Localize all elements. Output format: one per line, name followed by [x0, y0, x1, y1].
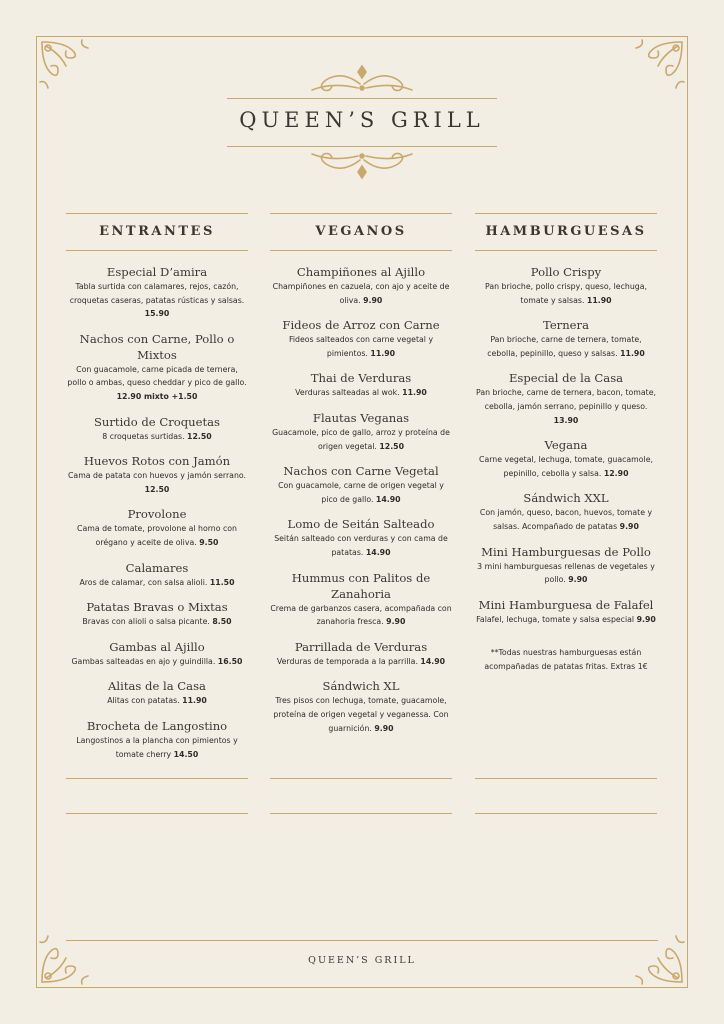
menu-item-desc-text: Verduras salteadas al wok. — [295, 388, 400, 398]
menu-item-desc-text: Cama de tomate, provolone al horno con orégano y aceite de oliva. — [77, 524, 237, 547]
menu-item-description — [475, 613, 657, 627]
menu-item-description — [475, 280, 657, 307]
corner-ornament-top-left — [36, 36, 100, 100]
menu-item-name: Parrillada de Verduras — [294, 639, 428, 654]
menu-item-price: 8.50 — [212, 617, 232, 627]
menu-item-name: Calamares — [125, 560, 189, 575]
menu-item-description — [66, 363, 248, 404]
menu-item-price: 9.90 — [568, 575, 588, 585]
menu-item — [66, 599, 248, 629]
menu-item-price: 9.50 — [199, 537, 219, 547]
menu-item-name: Mini Hamburguesas de Pollo — [481, 544, 651, 559]
menu-item-name: Hummus con Palitos de Zanahoria — [291, 570, 431, 601]
menu-item-name: Nachos con Carne Vegetal — [283, 464, 439, 479]
menu-item-name: Sándwich XXL — [523, 491, 609, 506]
menu-item — [475, 317, 657, 360]
menu-item-name: Especial D’amira — [106, 265, 208, 279]
menu-item-description — [475, 506, 657, 533]
menu-item-price: 13.90 — [553, 415, 579, 425]
menu-item-name: Especial de la Casa — [508, 371, 624, 386]
menu-item-name: Provolone — [127, 507, 187, 522]
menu-item-name: Thai de Verduras — [310, 371, 412, 386]
footer-rule — [66, 940, 658, 941]
column-title: HAMBURGUESAS — [485, 224, 647, 239]
menu-item-description — [66, 576, 248, 590]
menu-item-description — [475, 333, 657, 360]
menu-item-description — [270, 479, 452, 506]
restaurant-title: QUEEN’S GRILL — [239, 108, 485, 132]
menu-item-price: 9.90 — [636, 614, 656, 624]
menu-item-description — [66, 615, 248, 629]
title-ornament-top — [302, 62, 422, 94]
menu-item-name: Nachos con Carne, Pollo o Mixtos — [79, 331, 235, 362]
menu-item — [270, 410, 452, 453]
column-bottom-rule — [66, 813, 248, 814]
menu-item-desc-text: Alitas con patatas. — [107, 696, 180, 706]
menu-item — [270, 570, 452, 629]
menu-item — [270, 463, 452, 506]
menu-item-price: 11.90 — [370, 348, 396, 358]
menu-item-description — [66, 694, 248, 708]
burger-note: **Todas nuestras hamburguesas están acompañadas de patatas fritas. Extras 1€ — [484, 648, 648, 671]
menu-item-description — [475, 560, 657, 587]
menu-item-description — [475, 386, 657, 427]
menu-item-description — [270, 694, 452, 735]
menu-item-desc-text: Con jamón, queso, bacon, huevos, tomate y salsas. Acompañado de patatas — [479, 508, 653, 531]
menu-item-price: 12.90 mixto +1.50 — [116, 391, 198, 401]
menu-item-price: 14.90 — [365, 547, 391, 557]
menu-item — [66, 639, 248, 669]
menu-item — [66, 678, 248, 708]
menu-item-name: Champiñones al Ajillo — [296, 265, 426, 279]
menu-item-desc-text: Seitán salteado con verduras y con cama de patatas. — [274, 534, 448, 557]
column-bottom-rule — [270, 813, 452, 814]
menu-item — [66, 414, 248, 444]
title-rule-top — [227, 98, 497, 99]
menu-item — [66, 331, 248, 404]
menu-item-name: Mini Hamburguesa de Falafel — [478, 597, 654, 612]
menu-item — [66, 453, 248, 496]
menu-item-price: 14.90 — [420, 656, 446, 666]
menu-item-price: 14.90 — [375, 494, 401, 504]
menu-item-price: 11.90 — [402, 388, 427, 398]
menu-item — [270, 317, 452, 360]
corner-ornament-top-right — [624, 36, 688, 100]
menu-item-description — [270, 426, 452, 453]
title-ornament-bottom — [302, 150, 422, 182]
title-rule-bottom — [227, 146, 497, 147]
menu-item — [475, 437, 657, 480]
menu-item-desc-text: Tabla surtida con calamares, rejos, cazón, croquetas caseras, patatas rústicas y salsas. — [69, 282, 245, 305]
menu-item-description — [270, 280, 452, 307]
menu-item-name: Alitas de la Casa — [108, 679, 206, 694]
menu-item-desc-text: Guacamole, pico de gallo, arroz y proteína de origen vegetal. — [272, 427, 450, 451]
menu-item-price: 15.90 — [144, 309, 170, 319]
menu-item-price: 11.90 — [182, 696, 207, 706]
column-title: VEGANOS — [315, 224, 407, 239]
menu-item-desc-text: Verduras de temporada a la parrilla. — [276, 656, 418, 666]
menu-item-price: 12.50 — [379, 441, 405, 451]
menu-item-price: 9.90 — [386, 617, 406, 627]
menu-item-name: Fideos de Arroz con Carne — [282, 318, 440, 333]
column-title: ENTRANTES — [99, 224, 215, 239]
column-bottom-rule — [475, 778, 657, 779]
menu-item — [270, 370, 452, 400]
menu-item-name: Surtido de Croquetas — [93, 414, 221, 429]
menu-item-price: 12.50 — [187, 431, 212, 441]
menu-item-description — [270, 655, 452, 669]
column-bottom-rule — [66, 778, 248, 779]
menu-item-description — [270, 386, 452, 400]
menu-item-price: 9.90 — [619, 521, 639, 531]
menu-item-name: Flautas Veganas — [312, 410, 410, 425]
menu-item — [475, 597, 657, 627]
menu-item-name: Patatas Bravas o Mixtas — [86, 600, 228, 615]
menu-item-description — [270, 602, 452, 629]
menu-item-description — [66, 734, 248, 761]
footer-title: QUEEN’S GRILL — [308, 955, 416, 966]
menu-item-desc-text: Con guacamole, carne de origen vegetal y pico de gallo. — [278, 481, 444, 504]
menu-item-price: 9.90 — [374, 723, 394, 733]
menu-item-description — [66, 430, 248, 444]
menu-item-name: Brocheta de Langostino — [86, 718, 228, 733]
menu-item-description — [66, 655, 248, 669]
menu-item-name: Gambas al Ajillo — [109, 639, 205, 654]
menu-item-description — [475, 453, 657, 480]
menu-item — [270, 264, 452, 307]
menu-item-desc-text: Fideos salteados con carne vegetal y pimientos. — [288, 335, 434, 358]
menu-item-name: Vegana — [544, 438, 588, 453]
column-entrantes — [66, 213, 248, 771]
menu-item-name: Ternera — [542, 318, 590, 333]
menu-item-desc-text: Falafel, lechuga, tomate y salsa especial — [476, 614, 635, 624]
menu-item — [475, 264, 657, 307]
menu-item-price: 12.90 — [603, 468, 629, 478]
menu-item — [270, 516, 452, 559]
menu-item-desc-text: Pan brioche, carne de ternera, tomate, cebolla, pepinillo, queso y salsas. — [487, 335, 642, 358]
menu-item — [270, 639, 452, 669]
column-bottom-rule — [270, 778, 452, 779]
menu-item-desc-text: Con guacamole, carne picada de ternera, pollo o ambas, queso cheddar y pico de gallo. — [67, 364, 247, 388]
menu-item — [270, 678, 452, 735]
menu-item-desc-text: Aros de calamar, con salsa alioli. — [79, 577, 208, 587]
menu-item — [66, 506, 248, 549]
menu-item-price: 9.90 — [363, 295, 383, 305]
menu-item-name: Pollo Crispy — [530, 265, 602, 279]
menu-item-description — [66, 280, 248, 321]
menu-item-desc-text: Pan brioche, pollo crispy, queso, lechuga, tomate y salsas. — [485, 282, 647, 305]
menu-item-desc-text: Pan brioche, carne de ternera, bacon, tomate, cebolla, jamón serrano, pepinillo y queso. — [475, 388, 656, 411]
menu-item-desc-text: Champiñones en cazuela, con ajo y aceite de oliva. — [272, 282, 450, 305]
menu-item-price: 11.90 — [620, 348, 645, 358]
menu-item-desc-text: Crema de garbanzos casera, acompañada con zanahoria fresca. — [270, 603, 452, 627]
menu-item — [66, 718, 248, 761]
menu-item-desc-text: Carne vegetal, lechuga, tomate, guacamole, pepinillo, cebolla y salsa. — [479, 455, 653, 478]
menu-item-name: Huevos Rotos con Jamón — [83, 454, 231, 469]
menu-item-description — [270, 333, 452, 360]
menu-item — [66, 264, 248, 321]
column-hamburguesas — [475, 213, 657, 674]
menu-item-description — [270, 532, 452, 559]
column-veganos — [270, 213, 452, 745]
menu-item — [66, 560, 248, 590]
menu-item-price: 12.50 — [144, 484, 170, 494]
column-bottom-rule — [475, 813, 657, 814]
menu-item-price: 16.50 — [217, 656, 243, 666]
menu-item-name: Lomo de Seitán Salteado — [287, 517, 435, 532]
menu-item — [475, 544, 657, 587]
menu-item-name: Sándwich XL — [322, 679, 400, 694]
menu-item-description — [66, 522, 248, 549]
menu-item-price: 11.90 — [586, 295, 612, 305]
menu-item-desc-text: Gambas salteadas en ajo y guindilla. — [71, 656, 216, 666]
menu-item-price: 14.50 — [173, 749, 199, 759]
menu-item-desc-text: Langostinos a la plancha con pimientos y tomate cherry — [76, 735, 238, 759]
menu-item-desc-text: Tres pisos con lechuga, tomate, guacamole, proteína de origen vegetal y veganessa. Con guarnición. — [273, 696, 449, 733]
menu-item-desc-text: Bravas con alioli o salsa picante. — [82, 617, 210, 627]
menu-item — [475, 370, 657, 427]
menu-item-desc-text: 8 croquetas surtidas. — [102, 431, 185, 441]
menu-item-desc-text: Cama de patata con huevos y jamón serrano. — [67, 471, 247, 481]
menu-item-description — [66, 469, 248, 496]
menu-item-desc-text: 3 mini hamburguesas rellenas de vegetales y pollo. — [477, 561, 655, 585]
menu-item-price: 11.50 — [209, 577, 235, 587]
menu-item — [475, 490, 657, 533]
